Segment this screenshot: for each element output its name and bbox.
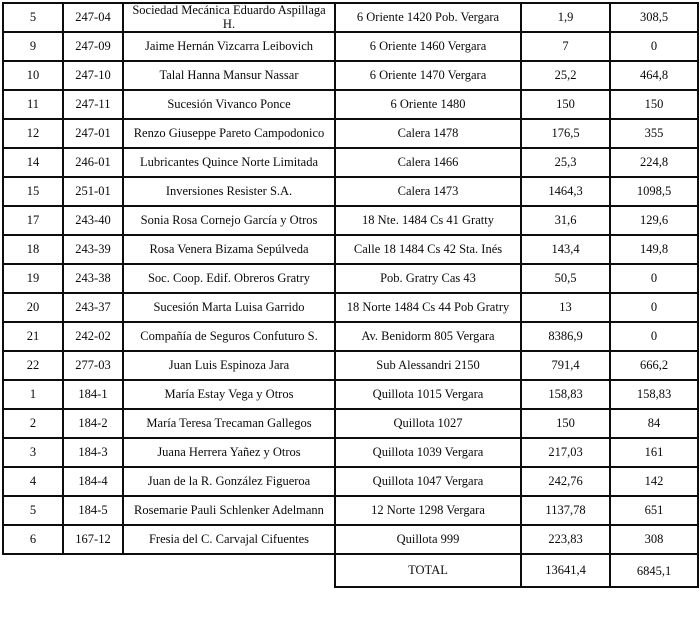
- cell-num: 21: [3, 322, 63, 351]
- cell-value2: 0: [610, 264, 698, 293]
- table-row: [3, 119, 698, 148]
- cell-value2: 464,8: [610, 61, 698, 90]
- table-row: [3, 496, 698, 525]
- cell-address: Calera 1473: [335, 177, 521, 206]
- cell-num: 5: [3, 3, 63, 32]
- cell-code: 184-2: [63, 409, 123, 438]
- table-row: [3, 525, 698, 554]
- cell-value1: 25,3: [521, 148, 610, 177]
- cell-num: 1: [3, 380, 63, 409]
- cell-name: Talal Hanna Mansur Nassar: [123, 61, 335, 90]
- cell-num: 20: [3, 293, 63, 322]
- cell-code: 247-04: [63, 3, 123, 32]
- table-row: [3, 380, 698, 409]
- cell-value2: 308,5: [610, 3, 698, 32]
- table-row: [3, 61, 698, 90]
- cell-address: 18 Norte 1484 Cs 44 Pob Gratry: [335, 293, 521, 322]
- cell-address: Pob. Gratry Cas 43: [335, 264, 521, 293]
- cell-code: 247-11: [63, 90, 123, 119]
- cell-code: 247-09: [63, 32, 123, 61]
- cell-value1: 150: [521, 90, 610, 119]
- cell-num: 2: [3, 409, 63, 438]
- cell-value1: 242,76: [521, 467, 610, 496]
- table-row: [3, 90, 698, 119]
- cell-code: 184-4: [63, 467, 123, 496]
- table-row: [3, 293, 698, 322]
- total-blank-cell: [63, 554, 123, 587]
- cell-name: Jaime Hernán Vizcarra Leibovich: [123, 32, 335, 61]
- cell-num: 6: [3, 525, 63, 554]
- cell-name: Rosa Venera Bizama Sepúlveda: [123, 235, 335, 264]
- total-blank-cell: [123, 554, 335, 587]
- cell-value2: 149,8: [610, 235, 698, 264]
- cell-num: 11: [3, 90, 63, 119]
- table-row: [3, 148, 698, 177]
- cell-name: Renzo Giuseppe Pareto Campodonico: [123, 119, 335, 148]
- table-row: [3, 438, 698, 467]
- cell-num: 14: [3, 148, 63, 177]
- cell-name: Inversiones Resister S.A.: [123, 177, 335, 206]
- cell-name: María Teresa Trecaman Gallegos: [123, 409, 335, 438]
- cell-num: 19: [3, 264, 63, 293]
- cell-name: Rosemarie Pauli Schlenker Adelmann: [123, 496, 335, 525]
- cell-name: Fresia del C. Carvajal Cifuentes: [123, 525, 335, 554]
- cell-name: Soc. Coop. Edif. Obreros Gratry: [123, 264, 335, 293]
- cell-address: 6 Oriente 1420 Pob. Vergara: [335, 3, 521, 32]
- cell-address: Av. Benidorm 805 Vergara: [335, 322, 521, 351]
- cell-value2: 651: [610, 496, 698, 525]
- cell-value1: 176,5: [521, 119, 610, 148]
- table-row: [3, 351, 698, 380]
- table-row: [3, 3, 698, 32]
- cell-num: 15: [3, 177, 63, 206]
- table-footer: [3, 554, 698, 587]
- cell-address: Sub Alessandri 2150: [335, 351, 521, 380]
- cell-name: Sucesión Vivanco Ponce: [123, 90, 335, 119]
- cell-value2: 150: [610, 90, 698, 119]
- cell-code: 247-01: [63, 119, 123, 148]
- table-row: [3, 206, 698, 235]
- total-value2: 6845,1: [610, 554, 698, 587]
- cell-address: 12 Norte 1298 Vergara: [335, 496, 521, 525]
- cell-num: 10: [3, 61, 63, 90]
- cell-value2: 158,83: [610, 380, 698, 409]
- cell-code: 243-37: [63, 293, 123, 322]
- cell-value2: 129,6: [610, 206, 698, 235]
- cell-num: 18: [3, 235, 63, 264]
- table-row: [3, 32, 698, 61]
- cell-num: 3: [3, 438, 63, 467]
- cell-name: Compañía de Seguros Confuturo S.: [123, 322, 335, 351]
- cell-value2: 1098,5: [610, 177, 698, 206]
- cell-value1: 223,83: [521, 525, 610, 554]
- cell-value1: 1,9: [521, 3, 610, 32]
- table-row: [3, 467, 698, 496]
- cell-code: 247-10: [63, 61, 123, 90]
- cell-code: 277-03: [63, 351, 123, 380]
- cell-value2: 224,8: [610, 148, 698, 177]
- cell-address: 18 Nte. 1484 Cs 41 Gratty: [335, 206, 521, 235]
- cell-code: 243-39: [63, 235, 123, 264]
- cell-address: Quillota 1015 Vergara: [335, 380, 521, 409]
- total-label: TOTAL: [335, 554, 521, 587]
- cell-address: 6 Oriente 1470 Vergara: [335, 61, 521, 90]
- table-row: [3, 322, 698, 351]
- table-body: [3, 3, 698, 554]
- cell-value1: 7: [521, 32, 610, 61]
- cell-code: 242-02: [63, 322, 123, 351]
- cell-code: 184-5: [63, 496, 123, 525]
- cell-num: 9: [3, 32, 63, 61]
- cell-address: Calera 1466: [335, 148, 521, 177]
- cell-value1: 158,83: [521, 380, 610, 409]
- cell-value1: 1464,3: [521, 177, 610, 206]
- table-row: [3, 235, 698, 264]
- cell-value1: 1137,78: [521, 496, 610, 525]
- cell-address: Quillota 999: [335, 525, 521, 554]
- cell-name: Lubricantes Quince Norte Limitada: [123, 148, 335, 177]
- cell-code: 246-01: [63, 148, 123, 177]
- cell-value2: 84: [610, 409, 698, 438]
- records-table: [2, 2, 699, 588]
- cell-code: 184-1: [63, 380, 123, 409]
- total-row: [3, 554, 698, 587]
- cell-num: 4: [3, 467, 63, 496]
- cell-name: Juan Luis Espinoza Jara: [123, 351, 335, 380]
- cell-name: Juana Herrera Yañez y Otros: [123, 438, 335, 467]
- table-row: [3, 409, 698, 438]
- total-value1: 13641,4: [521, 554, 610, 587]
- cell-value2: 0: [610, 293, 698, 322]
- cell-code: 167-12: [63, 525, 123, 554]
- cell-value2: 0: [610, 32, 698, 61]
- cell-value1: 8386,9: [521, 322, 610, 351]
- cell-num: 17: [3, 206, 63, 235]
- cell-name: Juan de la R. González Figueroa: [123, 467, 335, 496]
- cell-name: Sucesión Marta Luisa Garrido: [123, 293, 335, 322]
- cell-address: Calera 1478: [335, 119, 521, 148]
- cell-name: Sociedad Mecánica Eduardo Aspillaga H.: [123, 3, 335, 32]
- cell-address: Quillota 1039 Vergara: [335, 438, 521, 467]
- cell-num: 22: [3, 351, 63, 380]
- cell-code: 243-38: [63, 264, 123, 293]
- total-blank-cell: [3, 554, 63, 587]
- cell-code: 184-3: [63, 438, 123, 467]
- cell-value1: 25,2: [521, 61, 610, 90]
- cell-value2: 142: [610, 467, 698, 496]
- cell-value2: 161: [610, 438, 698, 467]
- cell-value1: 13: [521, 293, 610, 322]
- cell-value1: 50,5: [521, 264, 610, 293]
- cell-value1: 791,4: [521, 351, 610, 380]
- cell-num: 5: [3, 496, 63, 525]
- cell-address: 6 Oriente 1460 Vergara: [335, 32, 521, 61]
- cell-value1: 217,03: [521, 438, 610, 467]
- cell-code: 251-01: [63, 177, 123, 206]
- cell-num: 12: [3, 119, 63, 148]
- cell-name: Sonia Rosa Cornejo García y Otros: [123, 206, 335, 235]
- cell-address: Quillota 1027: [335, 409, 521, 438]
- cell-address: 6 Oriente 1480: [335, 90, 521, 119]
- cell-value1: 143,4: [521, 235, 610, 264]
- cell-code: 243-40: [63, 206, 123, 235]
- cell-name: María Estay Vega y Otros: [123, 380, 335, 409]
- cell-value2: 308: [610, 525, 698, 554]
- cell-value1: 31,6: [521, 206, 610, 235]
- cell-value1: 150: [521, 409, 610, 438]
- cell-address: Quillota 1047 Vergara: [335, 467, 521, 496]
- cell-value2: 666,2: [610, 351, 698, 380]
- cell-address: Calle 18 1484 Cs 42 Sta. Inés: [335, 235, 521, 264]
- cell-value2: 355: [610, 119, 698, 148]
- cell-value2: 0: [610, 322, 698, 351]
- table-row: [3, 264, 698, 293]
- table-row: [3, 177, 698, 206]
